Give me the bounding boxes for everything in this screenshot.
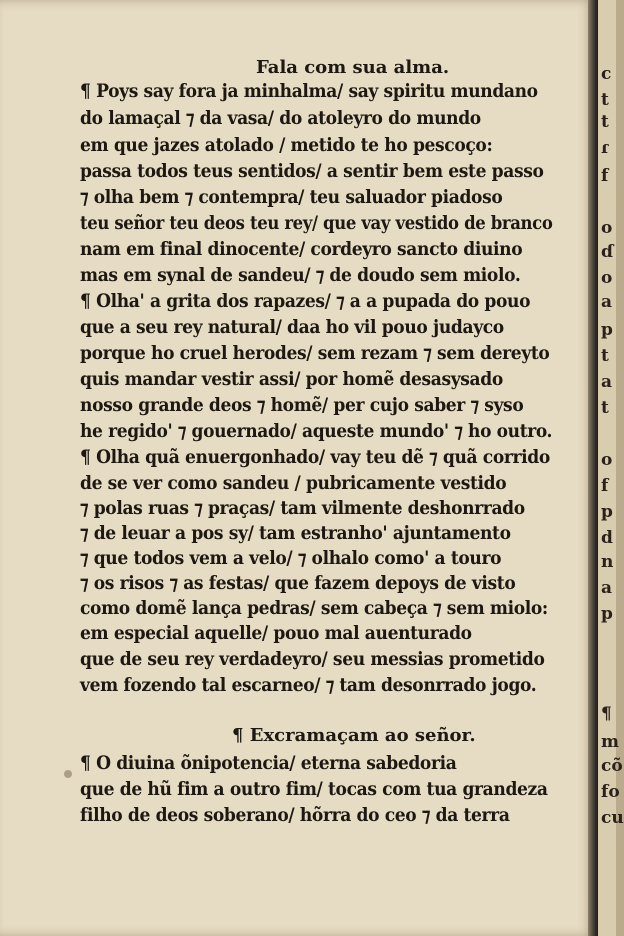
facing-glyph: f: [601, 476, 609, 496]
facing-glyph: p: [601, 502, 613, 522]
facing-glyph: p: [601, 320, 613, 340]
book-gutter: [588, 0, 598, 936]
verse-line: nosso grande deos ⁊ homẽ/ per cujo saber ⁊ syso: [80, 395, 524, 416]
verse-line: ¶ Poys say fora ja minhalma/ say spiritu mundano: [80, 81, 538, 102]
verse-line: nam em final dinocente/ cordeyro sancto diuino: [80, 239, 523, 260]
facing-glyph: fo: [601, 782, 620, 802]
verse-line: teu señor teu deos teu rey/ que vay vestido de branco: [80, 213, 553, 234]
facing-glyph: cõ: [601, 756, 623, 776]
verse-line: do lamaçal ⁊ da vasa/ do atoleyro do mundo: [80, 108, 481, 129]
section-heading: ¶ Excramaçam ao señor.: [232, 725, 476, 746]
facing-glyph: a: [601, 292, 613, 312]
facing-page-edge: [598, 0, 624, 936]
verse-line: ⁊ polas ruas ⁊ praças/ tam vilmente deshonrrado: [80, 498, 525, 519]
verse-line: vem fozendo tal escarneo/ ⁊ tam desonrrado jogo.: [80, 675, 537, 696]
verse-line: que de seu rey verdadeyro/ seu messias prometido: [80, 649, 545, 670]
facing-glyph: t: [601, 112, 609, 132]
facing-glyph: t: [601, 398, 609, 418]
facing-glyph: c: [601, 64, 612, 84]
verse-line: que a seu rey natural/ daa ho vil pouo judayco: [80, 317, 504, 338]
facing-glyph: a: [601, 372, 613, 392]
facing-glyph: a: [601, 578, 613, 598]
facing-glyph: d: [601, 528, 613, 548]
verse-line: mas em synal de sandeu/ ⁊ de doudo sem miolo.: [80, 265, 521, 286]
verse-line: ¶ Olha quã enuergonhado/ vay teu dẽ ⁊ quã corrido: [80, 447, 550, 468]
facing-glyph: f: [601, 166, 609, 186]
facing-glyph: ɾ: [601, 138, 609, 158]
verse-line: ⁊ olha bem ⁊ contempra/ teu saluador piadoso: [80, 187, 503, 208]
running-head: Fala com sua alma.: [256, 57, 450, 78]
verse-line: ⁊ os risos ⁊ as festas/ que fazem depoys de visto: [80, 573, 516, 594]
facing-glyph: o: [601, 450, 613, 470]
facing-glyph: t: [601, 90, 609, 110]
facing-glyph: o: [601, 218, 613, 238]
verse-line: porque ho cruel herodes/ sem rezam ⁊ sem dereyto: [80, 343, 550, 364]
verse-line: passa todos teus sentidos/ a sentir bem este passo: [80, 161, 544, 182]
facing-glyph: m: [601, 732, 619, 752]
facing-glyph: ¶: [601, 704, 612, 724]
verse-line: he regido' ⁊ gouernado/ aqueste mundo' ⁊ ho outro.: [80, 421, 553, 442]
verse-line: que de hũ fim a outro fim/ tocas com tua grandeza: [80, 779, 548, 800]
verse-line: filho de deos soberano/ hõrra do ceo ⁊ da terra: [80, 805, 510, 826]
verse-line: em que jazes atolado / metido te ho pescoço:: [80, 135, 493, 156]
facing-glyph: p: [601, 604, 613, 624]
facing-glyph: o: [601, 268, 613, 288]
facing-glyph: n: [601, 552, 614, 572]
verse-line: ¶ O diuina õnipotencia/ eterna sabedoria: [80, 753, 457, 774]
facing-glyph: ɗ: [601, 242, 614, 262]
verse-line: ⁊ que todos vem a velo/ ⁊ olhalo como' a touro: [80, 548, 502, 569]
verse-line: em especial aquelle/ pouo mal auenturado: [80, 623, 472, 644]
facing-glyph: cu: [601, 808, 624, 828]
verse-line: de se ver como sandeu / pubricamente vestido: [80, 473, 507, 494]
verse-line: quis mandar vestir assi/ por homẽ desasysado: [80, 369, 503, 390]
facing-glyph: t: [601, 346, 609, 366]
verse-line: ¶ Olha' a grita dos rapazes/ ⁊ a a pupada do pouo: [80, 291, 531, 312]
ink-stain: [64, 770, 72, 778]
verse-line: como domẽ lança pedras/ sem cabeça ⁊ sem miolo:: [80, 598, 548, 619]
verse-line: ⁊ de leuar a pos sy/ tam estranho' ajuntamento: [80, 523, 511, 544]
